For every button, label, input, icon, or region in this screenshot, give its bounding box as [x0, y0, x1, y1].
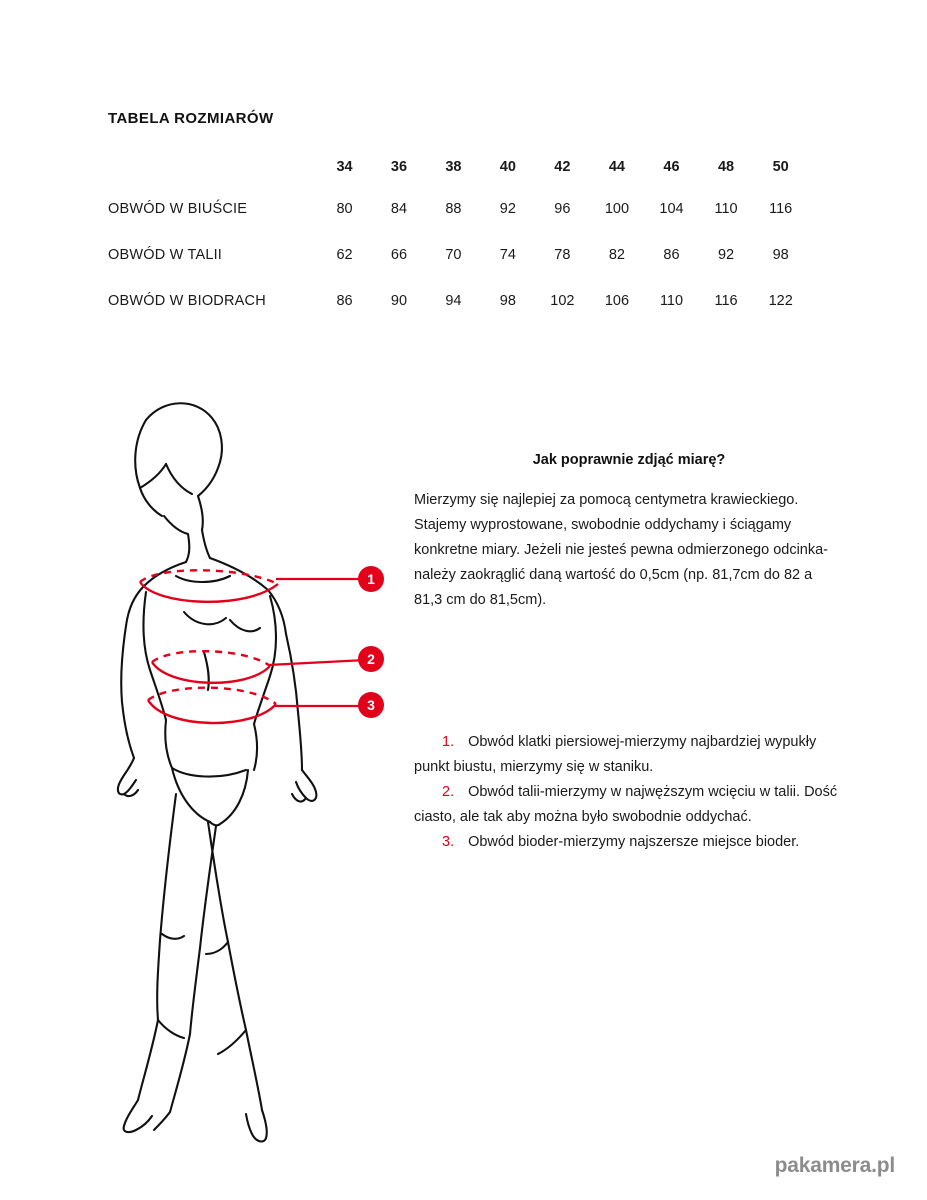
- howto-body: Mierzymy się najlepiej za pomocą centymetra krawieckiego. Stajemy wyprostowane, swobodnie oddychamy i ściągamy konkretne miary. Jeżeli nie jesteś pewna odmierzonego odcinka-należy zaokrąglić daną wartość do 0,5cm (np. 81,7cm do 82 a 81,3 cm do 81,5cm).: [414, 492, 829, 608]
- size-column-header: 46: [663, 159, 680, 175]
- size-column-header: 42: [554, 159, 571, 175]
- size-column-header: 40: [499, 159, 516, 175]
- measurement-value: 90: [390, 293, 408, 309]
- measurement-value: 116: [769, 201, 793, 217]
- size-column-header: 38: [445, 159, 462, 175]
- page-title: TABELA ROZMIARÓW: [108, 110, 274, 127]
- table-header-row: [108, 148, 808, 186]
- measurement-value: 110: [659, 293, 684, 309]
- size-column-header: 48: [717, 159, 735, 175]
- measurement-value: 62: [336, 247, 353, 263]
- measurement-steps: [414, 730, 844, 855]
- measurement-label: OBWÓD W BIUŚCIE: [108, 201, 248, 217]
- measurement-value: 92: [717, 247, 735, 263]
- howto-title: Jak poprawnie zdjąć miarę?: [532, 452, 726, 468]
- measurement-value: 106: [604, 293, 630, 309]
- measurement-value: 94: [445, 293, 462, 309]
- table-row: [108, 232, 808, 278]
- step-number: 3.: [442, 834, 455, 850]
- table-row: [108, 186, 808, 232]
- table-row: [108, 278, 808, 324]
- table-body: [108, 186, 808, 324]
- step-text: Obwód bioder-mierzymy najszersze miejsce bioder.: [468, 834, 800, 850]
- callout-badge-2: 2: [358, 646, 384, 672]
- callout-badge-3: 3: [358, 692, 384, 718]
- body-measurement-illustration: [80, 370, 410, 1150]
- measurement-value: 86: [336, 293, 353, 309]
- measurement-value: 92: [499, 201, 516, 217]
- measurement-label: OBWÓD W TALII: [108, 247, 223, 263]
- measurement-value: 84: [390, 201, 408, 217]
- measurement-value: 110: [714, 201, 738, 217]
- measurement-value: 98: [499, 293, 516, 309]
- size-column-header: 36: [390, 159, 408, 175]
- measurement-value: 100: [604, 201, 630, 217]
- measurement-value: 122: [768, 293, 793, 309]
- measurement-value: 66: [390, 247, 408, 263]
- size-chart-table: [108, 148, 808, 324]
- measurement-value: 82: [608, 247, 625, 263]
- measurement-value: 78: [554, 247, 571, 263]
- size-column-header: 50: [772, 159, 789, 175]
- measurement-step: [414, 730, 844, 780]
- step-text: Obwód klatki piersiowej-mierzymy najbardziej wypukły punkt biustu, mierzymy się w staniku.: [414, 734, 817, 775]
- measurement-value: 70: [445, 247, 462, 263]
- measurement-value: 74: [499, 247, 516, 263]
- callout-badge-1: 1: [358, 566, 384, 592]
- measurement-value: 88: [445, 201, 462, 217]
- measurement-label: OBWÓD W BIODRACH: [108, 293, 266, 309]
- watermark-logo: pakamera.pl: [774, 1154, 895, 1177]
- measurement-value: 104: [659, 201, 684, 217]
- measurement-value: 102: [550, 293, 575, 309]
- measurement-value: 98: [772, 247, 789, 263]
- measurement-value: 80: [336, 201, 353, 217]
- leader-line-2: [268, 660, 366, 665]
- size-column-header: 44: [608, 159, 625, 175]
- table-corner-cell: [108, 148, 317, 186]
- measurement-value: 116: [714, 293, 738, 309]
- measurement-value: 86: [663, 247, 680, 263]
- measurement-step: [414, 830, 844, 855]
- step-number: 1.: [442, 734, 455, 750]
- step-number: 2.: [442, 784, 455, 800]
- table-header: [108, 148, 808, 186]
- female-figure-drawing: [80, 370, 410, 1150]
- measurement-step: [414, 780, 844, 830]
- size-column-header: 34: [336, 159, 353, 175]
- measurement-value: 96: [554, 201, 571, 217]
- step-text: Obwód talii-mierzymy w najwęższym wcięciu w talii. Dość ciasto, ale tak aby można było swobodnie oddychać.: [414, 784, 838, 825]
